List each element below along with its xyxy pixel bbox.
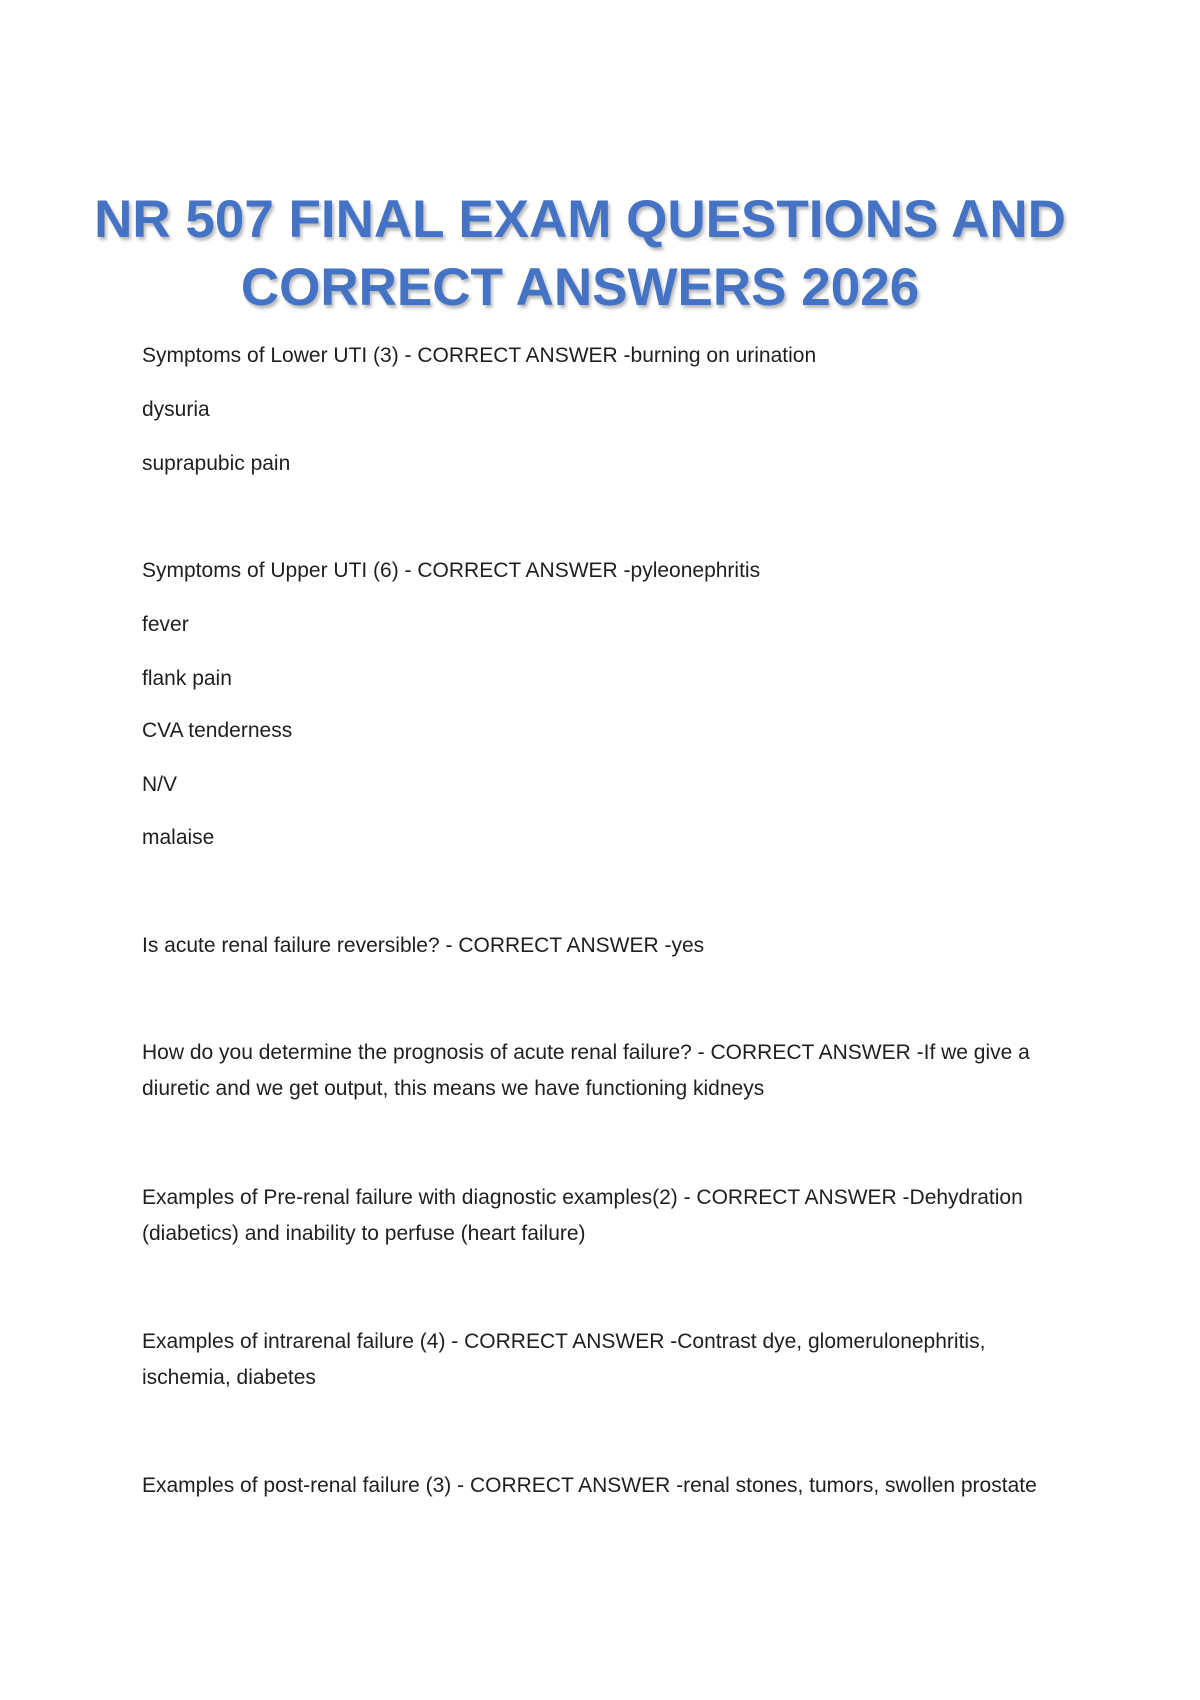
qa-6-question: Examples of intrarenal failure (4) - CORRECT ANSWER -Contrast dye, glomerulonephritis, ischemia, diabetes: [142, 1330, 986, 1389]
title-line-2: CORRECT ANSWERS 2026: [240, 257, 920, 317]
qa-1-question: Symptoms of Lower UTI (3) - CORRECT ANSWER -burning on urination: [142, 344, 817, 367]
title-line-1: NR 507 FINAL EXAM QUESTIONS AND: [94, 189, 1066, 249]
qa-4-question: How do you determine the prognosis of acute renal failure? - CORRECT ANSWER -If we give a diuretic and we get output, this means we have functioning kidneys: [142, 1041, 1030, 1100]
page-title: [0, 186, 1160, 322]
qa-2-answer-line: flank pain: [142, 667, 232, 690]
qa-2-question: Symptoms of Upper UTI (6) - CORRECT ANSWER -pyleonephritis: [142, 559, 761, 582]
qa-1-answer-line: suprapubic pain: [142, 452, 291, 475]
qa-1-answer-line: dysuria: [142, 398, 210, 421]
qa-2-answer-line: CVA tenderness: [142, 719, 293, 742]
qa-2-answer-line: malaise: [142, 826, 215, 849]
qa-7-question: Examples of post-renal failure (3) - CORRECT ANSWER -renal stones, tumors, swollen prostate: [142, 1474, 1037, 1497]
qa-5-question: Examples of Pre-renal failure with diagnostic examples(2) - CORRECT ANSWER -Dehydration (diabetics) and inability to perfuse (heart failure): [142, 1186, 1023, 1245]
qa-3-question: Is acute renal failure reversible? - CORRECT ANSWER -yes: [142, 934, 705, 957]
qa-2-answer-line: N/V: [142, 773, 178, 796]
qa-2-answer-line: fever: [142, 613, 189, 636]
